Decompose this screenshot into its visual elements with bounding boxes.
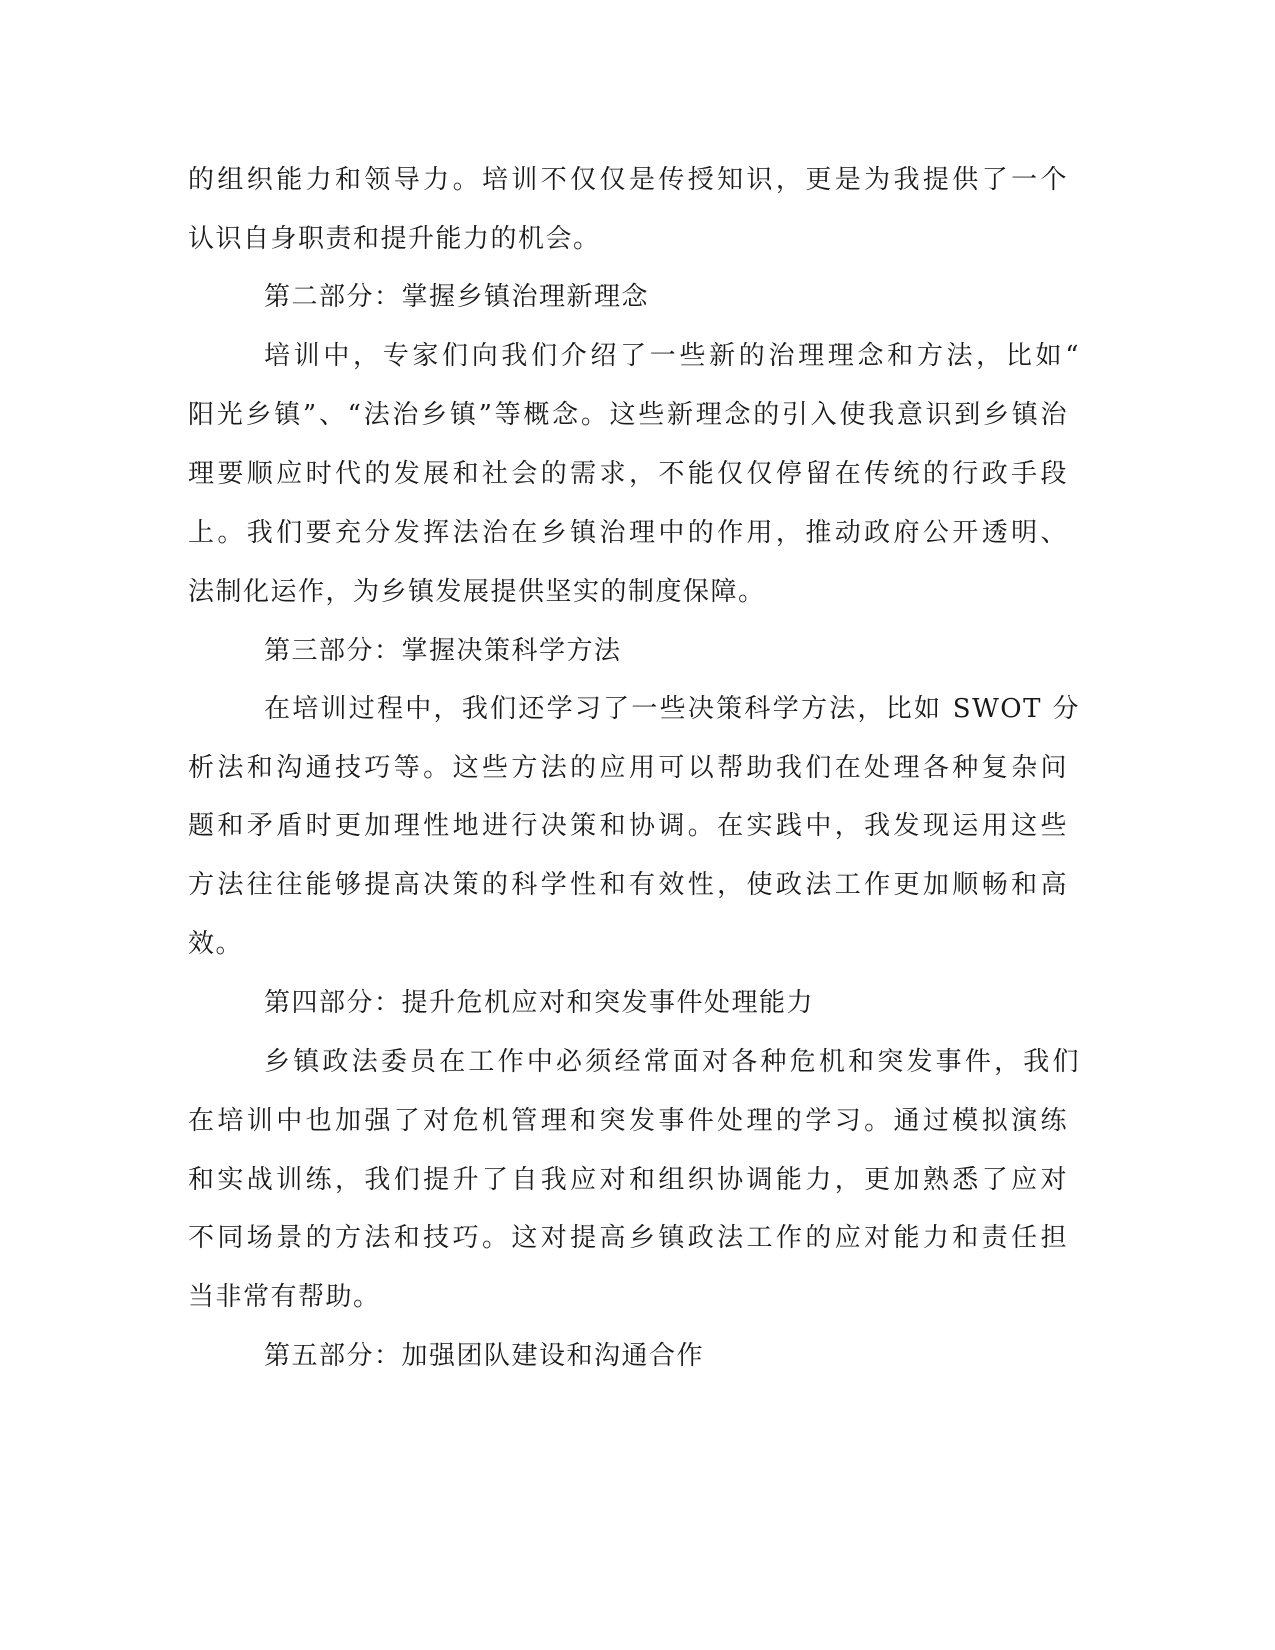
paragraph-line: 的组织能力和领导力。培训不仅仅是传授知识，更是为我提供了一个: [188, 165, 1068, 195]
paragraph-line: 阳光乡镇”、“法治乡镇”等概念。这些新理念的引入使我意识到乡镇治: [188, 400, 1068, 430]
paragraph-line: 方法往往能够提高决策的科学性和有效性，使政法工作更加顺畅和高: [188, 870, 1068, 900]
paragraph-line: 在培训中也加强了对危机管理和突发事件处理的学习。通过模拟演练: [188, 1106, 1068, 1136]
paragraph-line: 培训中，专家们向我们介绍了一些新的治理理念和方法，比如“: [264, 341, 1080, 371]
paragraph-line: 认识自身职责和提升能力的机会。: [188, 224, 601, 254]
section-heading: 第二部分：掌握乡镇治理新理念: [264, 282, 650, 312]
section-heading: 第三部分：掌握决策科学方法: [264, 636, 622, 666]
paragraph-line: 乡镇政法委员在工作中必须经常面对各种危机和突发事件，我们: [264, 1047, 1080, 1077]
paragraph-line: 和实战训练，我们提升了自我应对和组织协调能力，更加熟悉了应对: [188, 1165, 1068, 1195]
section-heading: 第四部分：提升危机应对和突发事件处理能力: [264, 988, 815, 1018]
paragraph-line: 当非常有帮助。: [188, 1282, 381, 1312]
paragraph-line: 不同场景的方法和技巧。这对提高乡镇政法工作的应对能力和责任担: [188, 1223, 1068, 1253]
paragraph-line: 理要顺应时代的发展和社会的需求，不能仅仅停留在传统的行政手段: [188, 459, 1068, 489]
paragraph-line: 效。: [188, 929, 244, 959]
paragraph-line: 题和矛盾时更加理性地进行决策和协调。在实践中，我发现运用这些: [188, 811, 1068, 841]
section-heading: 第五部分：加强团队建设和沟通合作: [264, 1341, 705, 1371]
paragraph-line: 析法和沟通技巧等。这些方法的应用可以帮助我们在处理各种复杂问: [188, 753, 1068, 783]
paragraph-line: 上。我们要充分发挥法治在乡镇治理中的作用，推动政府公开透明、: [188, 518, 1068, 548]
paragraph-line: 法制化运作，为乡镇发展提供坚实的制度保障。: [188, 577, 766, 607]
paragraph-line: 在培训过程中，我们还学习了一些决策科学方法，比如 SWOT 分: [264, 694, 1080, 724]
